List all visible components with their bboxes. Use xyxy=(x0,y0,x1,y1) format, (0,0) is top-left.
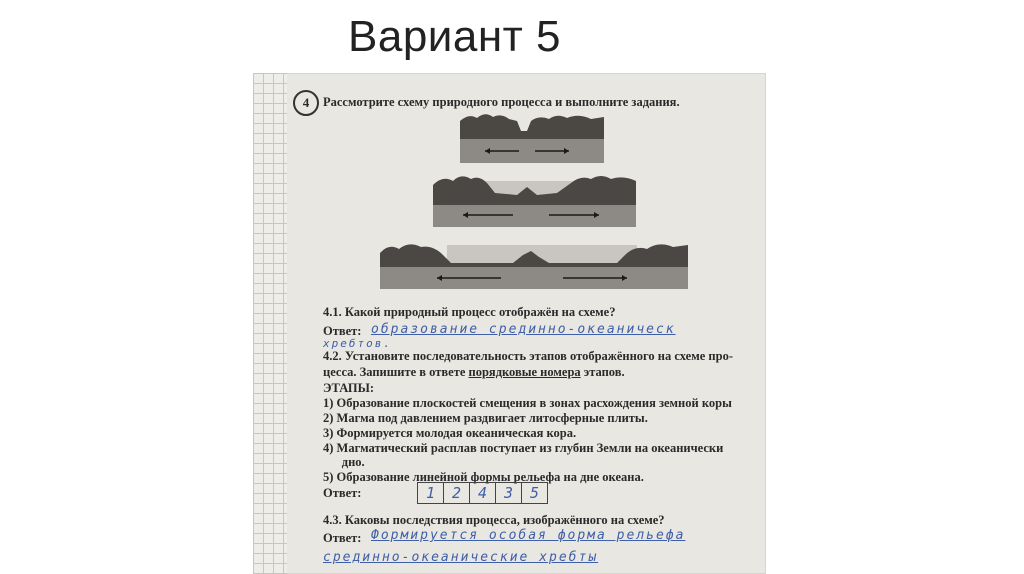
stage-item: 3) Формируется молодая океаническая кора. xyxy=(323,426,577,440)
stage-item: 4) Магматический расплав поступает из глубин Земли на океанически xyxy=(323,441,724,455)
q2-answer-label: Ответ: xyxy=(323,486,362,500)
diagram-stage-1 xyxy=(460,114,604,163)
q3-handwritten-answer-line1: Формируется особая форма рельефа xyxy=(371,528,686,543)
task-number-badge: 4 xyxy=(293,90,319,116)
q2-question-line2: цесса. Запишите в ответе порядковые номера этапов. xyxy=(323,365,625,379)
q2-question-line1: 4.2. Установите последовательность этапов отображённого на схеме про- xyxy=(323,349,733,363)
diagram-stage-3 xyxy=(380,244,688,289)
answer-cell: 3 xyxy=(495,482,522,504)
q3-handwritten-answer-line2: срединно-океанические хребты xyxy=(323,550,599,565)
stage-item: 1) Образование плоскостей смещения в зонах расхождения земной коры xyxy=(323,396,732,410)
answer-cell: 2 xyxy=(443,482,470,504)
stages-header: ЭТАПЫ: xyxy=(323,381,375,395)
stage-item: 2) Магма под давлением раздвигает литосферные плиты. xyxy=(323,411,648,425)
notebook-grid-margin xyxy=(253,73,287,574)
slide-title: Вариант 5 xyxy=(348,12,561,61)
worksheet-page xyxy=(287,73,766,574)
q3-answer-label: Ответ: xyxy=(323,531,362,545)
rifting-process-diagram xyxy=(287,73,766,303)
task-instruction: Рассмотрите схему природного процесса и выполните задания. xyxy=(323,95,680,109)
q2-emphasis: порядковые номера xyxy=(468,365,581,379)
answer-cell: 5 xyxy=(521,482,548,504)
answer-cell: 1 xyxy=(417,482,444,504)
stage-item-continuation: дно. xyxy=(323,455,365,469)
diagram-stage-2 xyxy=(433,176,636,227)
q1-handwritten-answer-line1: образование срединно-океаническ xyxy=(371,322,676,337)
scanned-worksheet xyxy=(253,73,766,574)
q1-handwritten-answer-line2: хребтов. xyxy=(323,337,392,350)
stage-item: 5) Образование линейной формы рельефа на дне океана. xyxy=(323,470,644,484)
q1-answer-label: Ответ: xyxy=(323,324,362,338)
q2-answer-cells xyxy=(418,482,548,502)
answer-cell: 4 xyxy=(469,482,496,504)
q1-question: 4.1. Какой природный процесс отображён на схеме? xyxy=(323,305,616,319)
q3-question: 4.3. Каковы последствия процесса, изображённого на схеме? xyxy=(323,513,665,527)
